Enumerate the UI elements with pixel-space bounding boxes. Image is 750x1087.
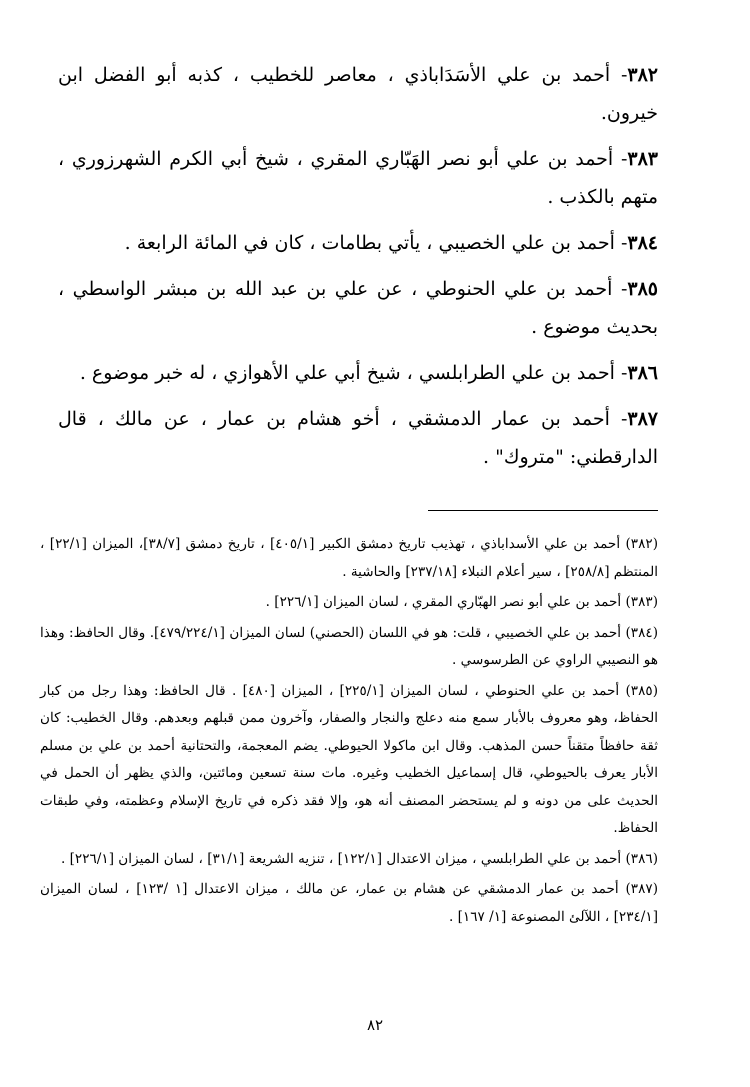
entry-386: [58, 354, 658, 392]
entry-384: [58, 224, 658, 262]
entry-text: - أحمد بن علي الخصيبي ، يأتي بطامات ، كان في المائة الرابعة .: [124, 232, 628, 254]
entry-number: ٣٨٥: [627, 278, 658, 300]
entry-text: - أحمد بن علي الطرابلسي ، شيخ أبي علي الأهوازي ، له خبر موضوع .: [79, 362, 628, 384]
entry-382: [58, 56, 658, 132]
entry-number: ٣٨٤: [627, 232, 658, 254]
entry-text: - أحمد بن علي أبو نصر الهَبّاري المقري ، شيخ أبي الكرم الشهرزوري ، متهم بالكذب .: [58, 148, 658, 208]
entry-text: - أحمد بن عمار الدمشقي ، أخو هشام بن عمار ، عن مالك ، قال الدارقطني: "متروك" .: [58, 408, 658, 468]
footnote-387: (٣٨٧) أحمد بن عمار الدمشقي عن هشام بن عمار، عن مالك ، ميزان الاعتدال [١ /١٢٣] ، لسان الميزان [٢٣٤/١] ، اللآلئ المصنوعة [١/ ١٦٧] .: [40, 881, 658, 925]
footnote-divider: [428, 510, 658, 511]
footnote-384: (٣٨٤) أحمد بن علي الخصيبي ، قلت: هو في اللسان (الحصني) لسان الميزان [٤٧٩/٢٢٤/١]. وقال الحافظ: وهذا هو النصيبي الراوي عن الطرسوسي .: [40, 624, 658, 668]
entries-list: [58, 56, 658, 484]
footnote-383: (٣٨٣) أحمد بن علي أبو نصر الهبّاري المقري ، لسان الميزان [٢٢٦/١] .: [265, 594, 658, 610]
footnote-382: (٣٨٢) أحمد بن علي الأسداباذي ، تهذيب تاريخ دمشق الكبير [٤٠٥/١] ، تاريخ دمشق [٣٨/٧]، الميزان [٢٢/١] ، المنتظم [٢٥٨/٨] ، سير أعلام النبلاء [٢٣٧/١٨] والحاشية .: [40, 536, 659, 580]
entry-383: [58, 140, 658, 216]
page-number: ٨٢: [366, 1016, 384, 1034]
entry-text: - أحمد بن علي الحنوطي ، عن علي بن عبد الله بن مبشر الواسطي ، بحديث موضوع .: [58, 278, 658, 338]
footnote-386: (٣٨٦) أحمد بن علي الطرابلسي ، ميزان الاعتدال [١٢٢/١] ، تنزيه الشريعة [٣١/١] ، لسان الميزان [٢٢٦/١] .: [60, 850, 658, 867]
footnotes-list: [40, 531, 658, 934]
entry-number: ٣٨٧: [627, 408, 658, 430]
entry-text: - أحمد بن علي الأسَدَاباذي ، معاصر للخطيب ، كذبه أبو الفضل ابن خيرون.: [58, 64, 658, 124]
entry-number: ٣٨٢: [627, 64, 658, 86]
entry-385: [58, 270, 658, 346]
entry-number: ٣٨٣: [627, 148, 658, 170]
entry-number: ٣٨٦: [627, 362, 658, 384]
entry-387: [58, 400, 658, 476]
footnote-385: (٣٨٥) أحمد بن علي الحنوطي ، لسان الميزان [٢٢٥/١] ، الميزان [٤٨٠] . قال الحافظ: وهذا رجل من كبار الحفاظ، وهو معروف بالأبار سمع منه دعلج والنجار والصفار، وآخرون ممن قبلهم وبعدهم. وقال الخطيب: كان ثقة حافظاً متقناً حسن المذهب. وقال ابن ماكولا الحيوطي. يضم المعجمة، والتحتانية أحمد بن علي بن مسلم الأبار يعرف بالحيوطي، قال إسماعيل الخطيب وغيره. مات سنة تسعين ومائتين، والذي يظهر أن الحمل في الحديث على من دونه و لم يستحضر المصنف أنه هو، وإلا فقد ذكره في تاريخ الإسلام وعظمته، وفي طبقات الحفاظ.: [40, 682, 659, 836]
